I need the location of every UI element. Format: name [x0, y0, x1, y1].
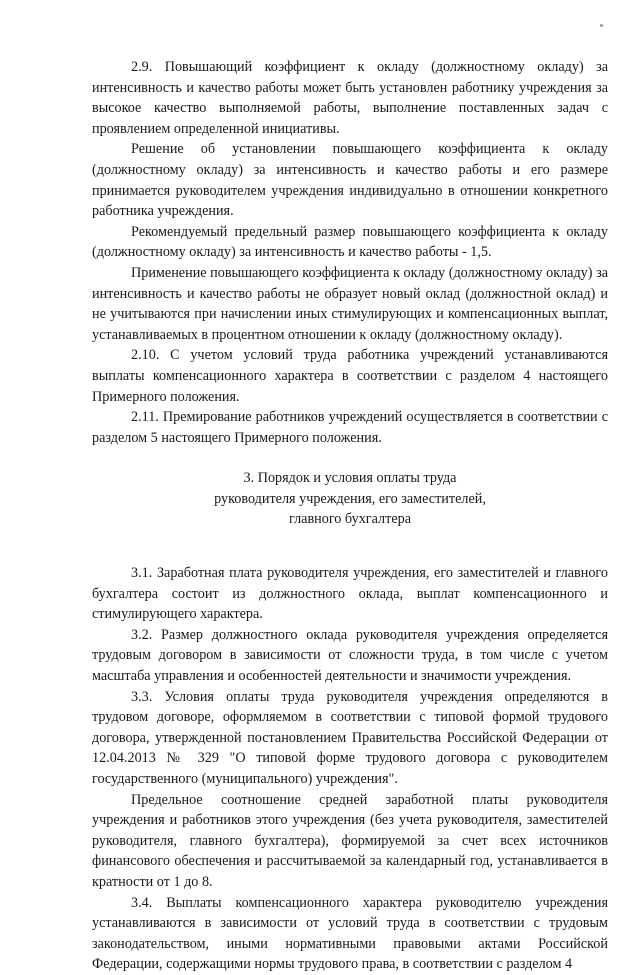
section-3-heading-line-3: главного бухгалтера [288, 511, 412, 528]
paragraph-3-3-ratio: Предельное соотношение средней заработной платы руководителя учреждения и работников этого учреждения (без учета руководителя, заместителей руководителя, главного бухгалтера), формируемой за счет всех источников финансового обеспечения и рассчитываемой за календарный год, устанавливается в кратности от 1 до 8. [92, 791, 608, 890]
document-body [92, 57, 608, 975]
section-3-heading-line-2: руководителя учреждения, его заместителей, [214, 490, 486, 507]
paragraph-3-3: 3.3. Условия оплаты труда руководителя учреждения определяются в трудовом договоре, оформляемом в соответствии с типовой формой трудового договора, утвержденной постановлением Правительства Российской Федерации от 12.04.2013 № 329 "О типовой форме трудового договора с руководителем государственного (муниципального) учреждения". [92, 688, 608, 787]
paragraph-2-11: 2.11. Премирование работников учреждений осуществляется в соответствии с разделом 5 настоящего Примерного положения. [92, 409, 608, 446]
paragraph-3-1: 3.1. Заработная плата руководителя учреждения, его заместителей и главного бухгалтера состоит из должностного оклада, выплат компенсационного и стимулирующего характера. [92, 565, 608, 623]
paragraph-2-9-decision: Решение об установлении повышающего коэффициента к окладу (должностному окладу) за интенсивность и качество работы и его размере принимается руководителем учреждения индивидуально в отношении конкретного работника учреждения. [92, 141, 608, 220]
paragraph-2-9: 2.9. Повышающий коэффициент к окладу (должностному окладу) за интенсивность и качество работы может быть установлен работнику учреждения за высокое качество выполняемой работы, выполнение поставленных задач с проявлением определенной инициативы. [92, 59, 608, 137]
section-3-heading-line-1: 3. Порядок и условия оплаты труда [243, 470, 457, 487]
paragraph-2-9-application: Применение повышающего коэффициента к окладу (должностному окладу) за интенсивность и качество работы не образует новый оклад (должностной оклад) и не учитываются при начислении иных стимулирующих и компенсационных выплат, устанавливаемых в процентном отношении к окладу (должностному окладу). [92, 264, 608, 343]
paragraph-2-10: 2.10. С учетом условий труда работника учреждений устанавливаются выплаты компенсационного характера в соответствии с разделом 4 настоящего Примерного положения. [92, 347, 608, 405]
paragraph-2-9-recommended-size: Рекомендуемый предельный размер повышающего коэффициента к окладу (должностному окладу) за интенсивность и качество работы - 1,5. [92, 223, 608, 261]
scan-speck [600, 24, 603, 27]
paragraph-3-2: 3.2. Размер должностного оклада руководителя учреждения определяется трудовым договором в зависимости от сложности труда, в том числе с учетом масштаба управления и особенностей деятельности и значимости учреждения. [92, 626, 608, 685]
paragraph-3-4: 3.4. Выплаты компенсационного характера руководителю учреждения устанавливаются в зависимости от условий труда в соответствии с трудовым законодательством, иными нормативными правовыми актами Российской Федерации, содержащими нормы трудового права, в соответствии с разделом 4 [92, 894, 608, 973]
section-3-heading [92, 468, 608, 530]
